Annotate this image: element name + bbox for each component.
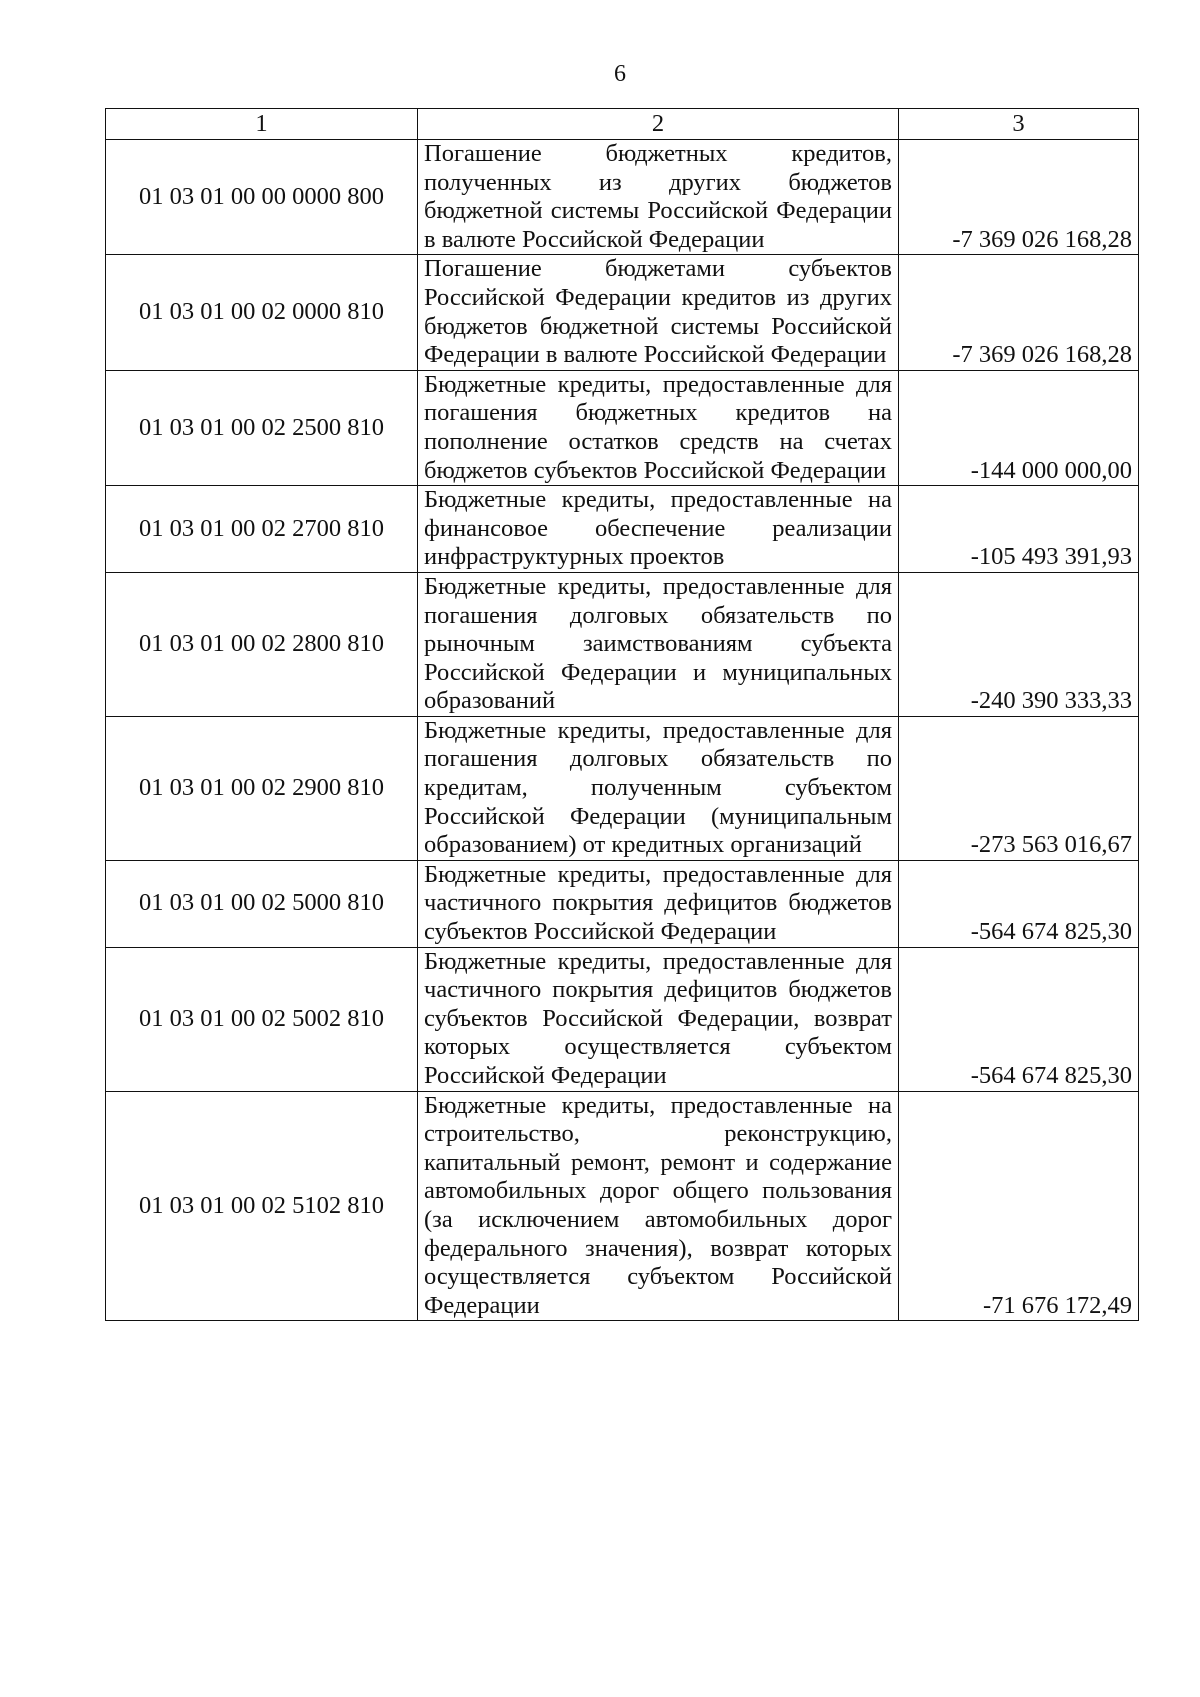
- amount-cell: -71 676 172,49: [899, 1091, 1139, 1321]
- amount-cell: -273 563 016,67: [899, 716, 1139, 860]
- description-cell: Бюджетные кредиты, предоставленные на финансовое обеспечение реализации инфраструктурных проектов: [418, 486, 899, 573]
- budget-code-cell: 01 03 01 00 02 5000 810: [106, 860, 418, 947]
- budget-sources-table: [105, 108, 1139, 1321]
- table-header-row: [106, 109, 1139, 140]
- column-header-3: 3: [899, 109, 1139, 140]
- amount-cell: -7 369 026 168,28: [899, 140, 1139, 255]
- amount-cell: -105 493 391,93: [899, 486, 1139, 573]
- budget-code-cell: 01 03 01 00 02 2700 810: [106, 486, 418, 573]
- column-header-1: 1: [106, 109, 418, 140]
- table-row: [106, 255, 1139, 370]
- budget-code-cell: 01 03 01 00 02 5002 810: [106, 947, 418, 1091]
- table-row: [106, 572, 1139, 716]
- table-row: [106, 947, 1139, 1091]
- budget-code-cell: 01 03 01 00 00 0000 800: [106, 140, 418, 255]
- description-cell: Погашение бюджетами субъектов Российской Федерации кредитов из других бюджетов бюджетной системы Российской Федерации в валюте Российской Федерации: [418, 255, 899, 370]
- table-row: [106, 716, 1139, 860]
- budget-code-cell: 01 03 01 00 02 0000 810: [106, 255, 418, 370]
- amount-cell: -564 674 825,30: [899, 947, 1139, 1091]
- page-number: 6: [614, 61, 626, 87]
- description-cell: Бюджетные кредиты, предоставленные для погашения долговых обязательств по кредитам, полученным субъектом Российской Федерации (муниципальным образованием) от кредитных организаций: [418, 716, 899, 860]
- budget-code-cell: 01 03 01 00 02 2900 810: [106, 716, 418, 860]
- description-cell: Бюджетные кредиты, предоставленные для погашения бюджетных кредитов на пополнение остатков средств на счетах бюджетов субъектов Российской Федерации: [418, 370, 899, 485]
- description-cell: Бюджетные кредиты, предоставленные для погашения долговых обязательств по рыночным заимствованиям субъекта Российской Федерации и муниципальных образований: [418, 572, 899, 716]
- table-row: [106, 486, 1139, 573]
- amount-cell: -144 000 000,00: [899, 370, 1139, 485]
- table-row: [106, 860, 1139, 947]
- table-row: [106, 1091, 1139, 1321]
- description-cell: Бюджетные кредиты, предоставленные для частичного покрытия дефицитов бюджетов субъектов Российской Федерации: [418, 860, 899, 947]
- budget-code-cell: 01 03 01 00 02 2800 810: [106, 572, 418, 716]
- description-cell: Бюджетные кредиты, предоставленные на строительство, реконструкцию, капитальный ремонт, ремонт и содержание автомобильных дорог общего пользования (за исключением автомобильных дорог федерального значения), возврат которых осуществляется субъектом Российской Федерации: [418, 1091, 899, 1321]
- budget-code-cell: 01 03 01 00 02 2500 810: [106, 370, 418, 485]
- budget-code-cell: 01 03 01 00 02 5102 810: [106, 1091, 418, 1321]
- column-header-2: 2: [418, 109, 899, 140]
- amount-cell: -240 390 333,33: [899, 572, 1139, 716]
- description-cell: Погашение бюджетных кредитов, полученных из других бюджетов бюджетной системы Российской Федерации в валюте Российской Федерации: [418, 140, 899, 255]
- amount-cell: -7 369 026 168,28: [899, 255, 1139, 370]
- table-row: [106, 370, 1139, 485]
- amount-cell: -564 674 825,30: [899, 860, 1139, 947]
- table-row: [106, 140, 1139, 255]
- description-cell: Бюджетные кредиты, предоставленные для частичного покрытия дефицитов бюджетов субъектов Российской Федерации, возврат которых осуществляется субъектом Российской Федерации: [418, 947, 899, 1091]
